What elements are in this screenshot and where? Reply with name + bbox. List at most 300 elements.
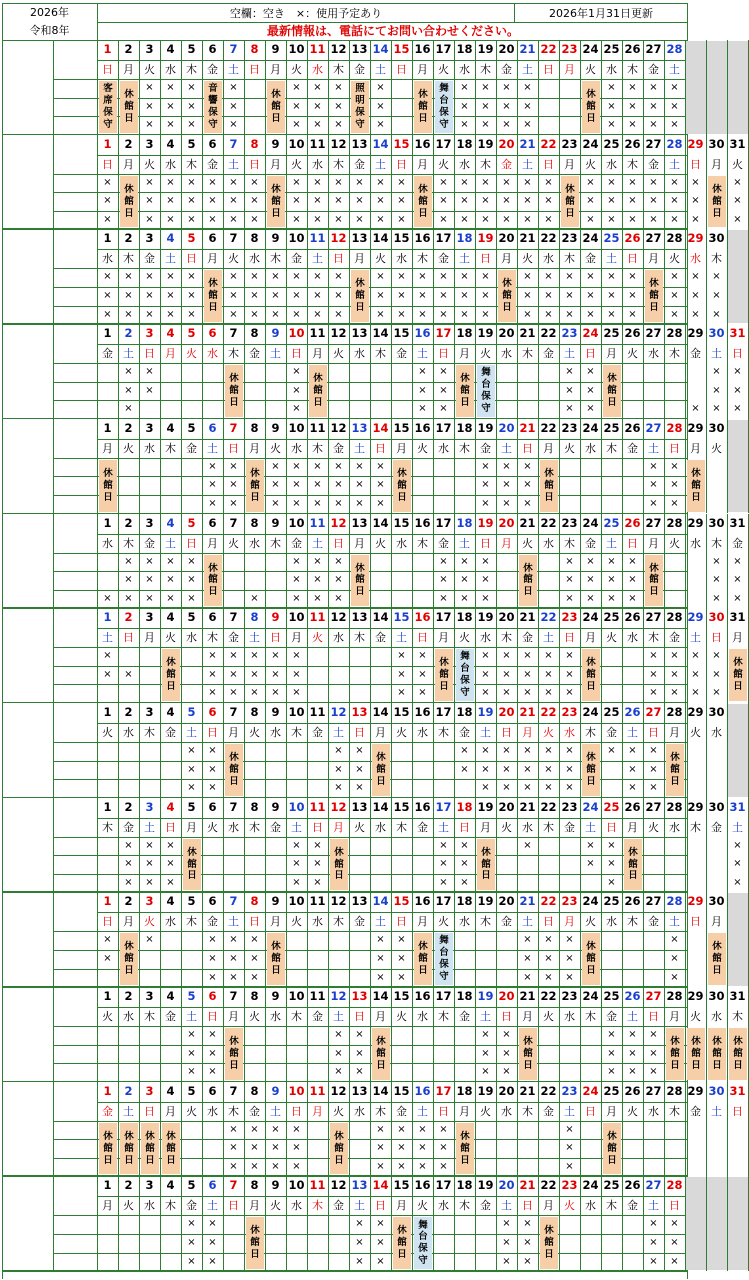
weekday-label: 木: [186, 63, 197, 76]
day-number: 23: [561, 231, 578, 246]
closed-day-block: 休 館 日: [435, 649, 453, 701]
day-number: 30: [708, 420, 725, 435]
day-number: 20: [498, 1083, 515, 1098]
booked-mark: ×: [166, 176, 175, 188]
weekday-label: 日: [522, 1199, 533, 1213]
booked-mark: ×: [481, 82, 490, 93]
day-number: 27: [645, 799, 662, 814]
day-number: 26: [624, 515, 641, 530]
day-number: 23: [561, 1178, 578, 1193]
booked-mark: ×: [439, 555, 448, 567]
booked-mark: ×: [166, 271, 175, 283]
booked-mark: ×: [565, 592, 574, 604]
booked-mark: ×: [145, 574, 154, 586]
booked-mark: ×: [145, 876, 154, 888]
day-number: 2: [124, 136, 133, 151]
day-number: 15: [393, 704, 410, 719]
weekday-label: 火: [480, 347, 491, 361]
day-number: 26: [624, 136, 641, 151]
closed-day-block: 休 館 日: [267, 176, 285, 228]
empty-day-cell: [728, 704, 748, 797]
booked-mark: ×: [103, 592, 112, 604]
booked-mark: ×: [607, 592, 616, 604]
day-number: 27: [645, 515, 662, 530]
weekday-label: 日: [690, 157, 701, 171]
weekday-label: 月: [375, 725, 386, 739]
booked-mark: ×: [544, 290, 553, 301]
booked-mark: ×: [607, 1047, 616, 1059]
weekday-label: 金: [270, 820, 281, 834]
booked-mark: ×: [439, 574, 448, 586]
day-number: 4: [166, 136, 175, 151]
booked-mark: ×: [292, 668, 301, 680]
booked-mark: ×: [376, 1237, 385, 1248]
day-number: 9: [271, 799, 280, 814]
booked-mark: ×: [229, 271, 238, 283]
day-number: 29: [687, 610, 704, 625]
weekday-label: 木: [627, 63, 638, 76]
booked-mark: ×: [439, 592, 448, 604]
weekday-label: 土: [312, 536, 323, 550]
booked-mark: ×: [712, 687, 721, 699]
weekday-label: 土: [669, 157, 680, 171]
day-number: 13: [351, 989, 368, 1003]
weekday-label: 火: [123, 1199, 134, 1213]
booked-mark: ×: [733, 366, 742, 378]
booked-mark: ×: [607, 119, 616, 131]
weekday-label: 金: [564, 820, 575, 834]
booked-mark: ×: [145, 290, 154, 301]
day-number: 17: [435, 326, 452, 341]
weekday-label: 金: [354, 157, 365, 171]
booked-mark: ×: [397, 271, 406, 283]
booked-mark: ×: [187, 1029, 196, 1040]
closed-day-block: 照 明 保 守: [351, 81, 369, 133]
booked-mark: ×: [481, 176, 490, 188]
booked-mark: ×: [208, 1029, 217, 1040]
day-number: 10: [288, 1178, 305, 1193]
booked-mark: ×: [166, 839, 175, 851]
booked-mark: ×: [292, 195, 301, 207]
weekday-label: 金: [648, 157, 659, 171]
booked-mark: ×: [649, 744, 658, 756]
weekday-label: 日: [291, 1104, 302, 1118]
booked-mark: ×: [565, 366, 574, 378]
weekday-label: 水: [480, 631, 491, 645]
day-number: 14: [372, 894, 389, 909]
weekday-label: 月: [669, 1010, 680, 1023]
booked-mark: ×: [166, 100, 175, 112]
booked-mark: ×: [628, 744, 637, 756]
day-number: 19: [477, 894, 494, 909]
booked-mark: ×: [292, 213, 301, 225]
day-number: 25: [603, 704, 620, 719]
updated-date: 2026年1月31日更新: [549, 7, 653, 20]
weekday-label: 土: [207, 441, 218, 455]
weekday-label: 水: [606, 63, 617, 76]
weekday-label: 土: [522, 63, 533, 76]
day-number: 26: [624, 326, 641, 341]
booked-mark: ×: [712, 668, 721, 680]
day-number: 18: [456, 799, 473, 814]
weekday-label: 金: [186, 1199, 197, 1213]
booked-mark: ×: [271, 1123, 280, 1135]
day-number: 4: [166, 515, 175, 530]
booked-mark: ×: [628, 82, 637, 93]
booked-mark: ×: [187, 763, 196, 775]
day-number: 19: [477, 989, 494, 1003]
booked-mark: ×: [124, 668, 133, 680]
booked-mark: ×: [187, 1066, 196, 1078]
weekday-label: 金: [144, 536, 155, 550]
weekday-label: 月: [123, 915, 134, 929]
weekday-label: 土: [501, 441, 512, 455]
weekday-label: 金: [417, 820, 428, 834]
closed-day-block: 音 響 保 守: [204, 81, 222, 133]
weekday-label: 火: [186, 1104, 197, 1118]
booked-mark: ×: [187, 1255, 196, 1267]
weekday-label: 木: [648, 631, 659, 645]
weekday-label: 火: [333, 347, 344, 361]
weekday-label: 木: [522, 347, 533, 361]
booked-mark: ×: [145, 213, 154, 225]
day-number: 6: [208, 136, 217, 151]
weekday-label: 土: [186, 1010, 197, 1023]
closed-day-block: 休 館 日: [267, 81, 285, 133]
day-number: 13: [351, 231, 368, 246]
day-number: 28: [666, 1178, 683, 1193]
booked-mark: ×: [376, 82, 385, 93]
booked-mark: ×: [229, 213, 238, 225]
weekday-label: 水: [165, 63, 176, 76]
day-number: 3: [145, 326, 154, 341]
weekday-label: 日: [711, 631, 722, 645]
day-number: 13: [351, 420, 368, 435]
weekday-label: 日: [228, 441, 239, 455]
day-number: 31: [729, 136, 746, 151]
grid-line: [97, 628, 688, 629]
booked-mark: ×: [523, 119, 532, 131]
booked-mark: ×: [124, 574, 133, 586]
weekday-label: 火: [291, 157, 302, 171]
weekday-label: 日: [543, 157, 554, 171]
booked-mark: ×: [376, 460, 385, 472]
weekday-label: 火: [375, 536, 386, 550]
booked-mark: ×: [397, 213, 406, 225]
grid-line: [97, 3, 98, 40]
weekday-label: 金: [249, 347, 260, 361]
weekday-label: 金: [333, 1199, 344, 1213]
header-year-cell: [2, 3, 97, 40]
booked-mark: ×: [313, 555, 322, 567]
booked-mark: ×: [481, 650, 490, 662]
weekday-label: 金: [606, 1010, 617, 1023]
booked-mark: ×: [103, 176, 112, 188]
weekday-label: 土: [501, 1199, 512, 1213]
day-number: 4: [166, 610, 175, 625]
weekday-label: 水: [249, 536, 260, 550]
weekday-label: 金: [501, 157, 512, 171]
booked-mark: ×: [502, 763, 511, 775]
booked-mark: ×: [187, 1047, 196, 1059]
closed-day-block: 休 館 日: [204, 555, 222, 607]
weekday-label: 木: [522, 1104, 533, 1118]
day-number: 18: [456, 231, 473, 246]
weekday-label: 水: [669, 820, 680, 834]
day-number: 26: [624, 1083, 641, 1098]
weekday-label: 日: [186, 536, 197, 550]
day-number: 3: [145, 515, 154, 530]
booked-mark: ×: [439, 839, 448, 851]
empty-day-cell: [707, 1177, 727, 1270]
booked-mark: ×: [313, 100, 322, 112]
day-number: 6: [208, 420, 217, 435]
day-number: 15: [393, 989, 410, 1003]
booked-mark: ×: [628, 290, 637, 301]
booked-mark: ×: [145, 119, 154, 131]
weekday-label: 月: [186, 820, 197, 834]
booked-mark: ×: [733, 574, 742, 586]
booked-mark: ×: [292, 403, 301, 415]
closed-day-block: 休 館 日: [708, 1028, 726, 1080]
weekday-label: 木: [186, 915, 197, 929]
booked-mark: ×: [460, 82, 469, 93]
weekday-label: 日: [354, 1010, 365, 1023]
booked-mark: ×: [334, 592, 343, 604]
booked-mark: ×: [439, 213, 448, 225]
booked-mark: ×: [670, 460, 679, 472]
day-number: 21: [519, 42, 536, 56]
booked-mark: ×: [418, 668, 427, 680]
booked-mark: ×: [355, 195, 364, 207]
booked-mark: ×: [334, 176, 343, 188]
day-number: 17: [435, 1083, 452, 1098]
day-number: 1: [103, 989, 112, 1003]
booked-mark: ×: [628, 195, 637, 207]
booked-mark: ×: [481, 308, 490, 320]
booked-mark: ×: [187, 195, 196, 207]
weekday-label: 月: [564, 915, 575, 929]
booked-mark: ×: [124, 555, 133, 567]
booked-mark: ×: [607, 555, 616, 567]
day-number: 25: [603, 610, 620, 625]
day-number: 8: [250, 799, 259, 814]
weekday-label: 水: [354, 347, 365, 361]
booked-mark: ×: [250, 592, 259, 604]
booked-mark: ×: [124, 366, 133, 378]
day-number: 23: [561, 420, 578, 435]
booked-mark: ×: [586, 195, 595, 207]
booked-mark: ×: [187, 782, 196, 794]
booked-mark: ×: [145, 555, 154, 567]
weekday-label: 日: [732, 1104, 743, 1118]
closed-day-block: 休 館 日: [351, 270, 369, 322]
booked-mark: ×: [523, 213, 532, 225]
day-number: 25: [603, 799, 620, 814]
weekday-label: 火: [606, 631, 617, 645]
booked-mark: ×: [271, 308, 280, 320]
day-number: 3: [145, 894, 154, 909]
weekday-label: 木: [438, 725, 449, 739]
weekday-label: 水: [501, 1104, 512, 1118]
day-number: 27: [645, 1178, 662, 1193]
booked-mark: ×: [628, 782, 637, 794]
day-number: 25: [603, 1178, 620, 1193]
day-number: 7: [229, 420, 238, 435]
day-number: 20: [498, 989, 515, 1003]
weekday-label: 木: [627, 157, 638, 171]
day-number: 23: [561, 704, 578, 719]
booked-mark: ×: [460, 839, 469, 851]
weekday-label: 土: [270, 1104, 281, 1118]
booked-mark: ×: [313, 290, 322, 301]
booked-mark: ×: [481, 1029, 490, 1040]
booked-mark: ×: [166, 290, 175, 301]
day-number: 28: [666, 231, 683, 246]
booked-mark: ×: [376, 100, 385, 112]
booked-mark: ×: [544, 213, 553, 225]
booked-mark: ×: [565, 934, 574, 946]
weekday-label: 水: [249, 252, 260, 266]
weekday-label: 月: [249, 441, 260, 455]
day-number: 17: [435, 799, 452, 814]
weekday-label: 月: [396, 1199, 407, 1213]
booked-mark: ×: [166, 82, 175, 93]
weekday-label: 月: [144, 631, 155, 645]
grid-line: [53, 135, 54, 230]
day-number: 28: [666, 1083, 683, 1098]
day-number: 25: [603, 136, 620, 151]
weekday-label: 金: [669, 631, 680, 645]
weekday-label: 日: [333, 536, 344, 550]
weekday-label: 土: [165, 252, 176, 266]
day-number: 20: [498, 515, 515, 530]
booked-mark: ×: [250, 971, 259, 983]
booked-mark: ×: [187, 1218, 196, 1230]
day-number: 22: [540, 420, 557, 435]
day-number: 1: [103, 420, 112, 435]
booked-mark: ×: [271, 687, 280, 699]
weekday-label: 火: [249, 1010, 260, 1023]
booked-mark: ×: [691, 308, 700, 320]
day-number: 19: [477, 420, 494, 435]
closed-day-block: 休 館 日: [120, 933, 138, 985]
weekday-label: 火: [669, 536, 680, 550]
weekday-label: 木: [354, 631, 365, 645]
day-number: 10: [288, 1083, 305, 1098]
booked-mark: ×: [397, 650, 406, 662]
weekday-label: 土: [438, 820, 449, 834]
booked-mark: ×: [166, 876, 175, 888]
booked-mark: ×: [334, 744, 343, 756]
weekday-label: 木: [417, 536, 428, 550]
closed-day-block: 休 館 日: [204, 270, 222, 322]
day-number: 13: [351, 42, 368, 56]
booked-mark: ×: [502, 195, 511, 207]
day-number: 30: [708, 326, 725, 341]
booked-mark: ×: [271, 460, 280, 472]
day-number: 10: [288, 231, 305, 246]
booked-mark: ×: [145, 308, 154, 320]
booked-mark: ×: [649, 1029, 658, 1040]
day-number: 10: [288, 704, 305, 719]
weekday-label: 火: [522, 252, 533, 266]
day-number: 19: [477, 799, 494, 814]
day-number: 1: [103, 326, 112, 341]
weekday-label: 日: [165, 820, 176, 834]
weekday-label: 木: [606, 441, 617, 455]
booked-mark: ×: [460, 744, 469, 756]
day-number: 17: [435, 420, 452, 435]
booked-mark: ×: [208, 952, 217, 964]
weekday-label: 月: [375, 1010, 386, 1023]
closed-day-block: 休 館 日: [393, 1217, 411, 1269]
weekday-label: 火: [417, 1199, 428, 1213]
booked-mark: ×: [208, 176, 217, 188]
grid-line: [514, 3, 515, 22]
booked-mark: ×: [334, 195, 343, 207]
booked-mark: ×: [397, 668, 406, 680]
booked-mark: ×: [649, 1237, 658, 1248]
closed-day-block: 休 館 日: [519, 1028, 537, 1080]
booked-mark: ×: [208, 479, 217, 491]
day-number: 11: [309, 136, 326, 151]
booked-mark: ×: [733, 403, 742, 415]
booked-mark: ×: [586, 574, 595, 586]
booked-mark: ×: [691, 290, 700, 301]
day-number: 13: [351, 136, 368, 151]
weekday-label: 金: [627, 1199, 638, 1213]
booked-mark: ×: [187, 555, 196, 567]
weekday-label: 火: [438, 915, 449, 929]
weekday-label: 月: [543, 1199, 554, 1213]
day-number: 27: [645, 420, 662, 435]
booked-mark: ×: [418, 687, 427, 699]
weekday-label: 金: [543, 1104, 554, 1118]
day-number: 11: [309, 42, 326, 56]
booked-mark: ×: [334, 498, 343, 509]
day-number: 16: [414, 610, 431, 625]
day-number: 26: [624, 610, 641, 625]
closed-day-block: 休 館 日: [645, 270, 663, 322]
booked-mark: ×: [271, 1160, 280, 1172]
booked-mark: ×: [313, 460, 322, 472]
booked-mark: ×: [292, 555, 301, 567]
closed-day-block: 休 館 日: [330, 839, 348, 891]
booked-mark: ×: [376, 290, 385, 301]
weekday-label: 土: [543, 631, 554, 645]
day-number: 20: [498, 231, 515, 246]
booked-mark: ×: [670, 176, 679, 188]
booked-mark: ×: [565, 1142, 574, 1154]
day-number: 3: [145, 704, 154, 719]
grid-line: [97, 1007, 688, 1008]
booked-mark: ×: [628, 1029, 637, 1040]
day-number: 29: [687, 1083, 704, 1098]
weekday-label: 金: [354, 63, 365, 76]
day-number: 31: [729, 610, 746, 625]
weekday-label: 土: [606, 252, 617, 266]
grid-line: [2, 1081, 688, 1083]
weekday-label: 月: [228, 1010, 239, 1023]
day-number: 2: [124, 894, 133, 909]
booked-mark: ×: [481, 1047, 490, 1059]
day-number: 29: [687, 420, 704, 435]
booked-mark: ×: [439, 384, 448, 396]
day-number: 28: [666, 326, 683, 341]
day-number: 1: [103, 515, 112, 530]
booked-mark: ×: [502, 782, 511, 794]
